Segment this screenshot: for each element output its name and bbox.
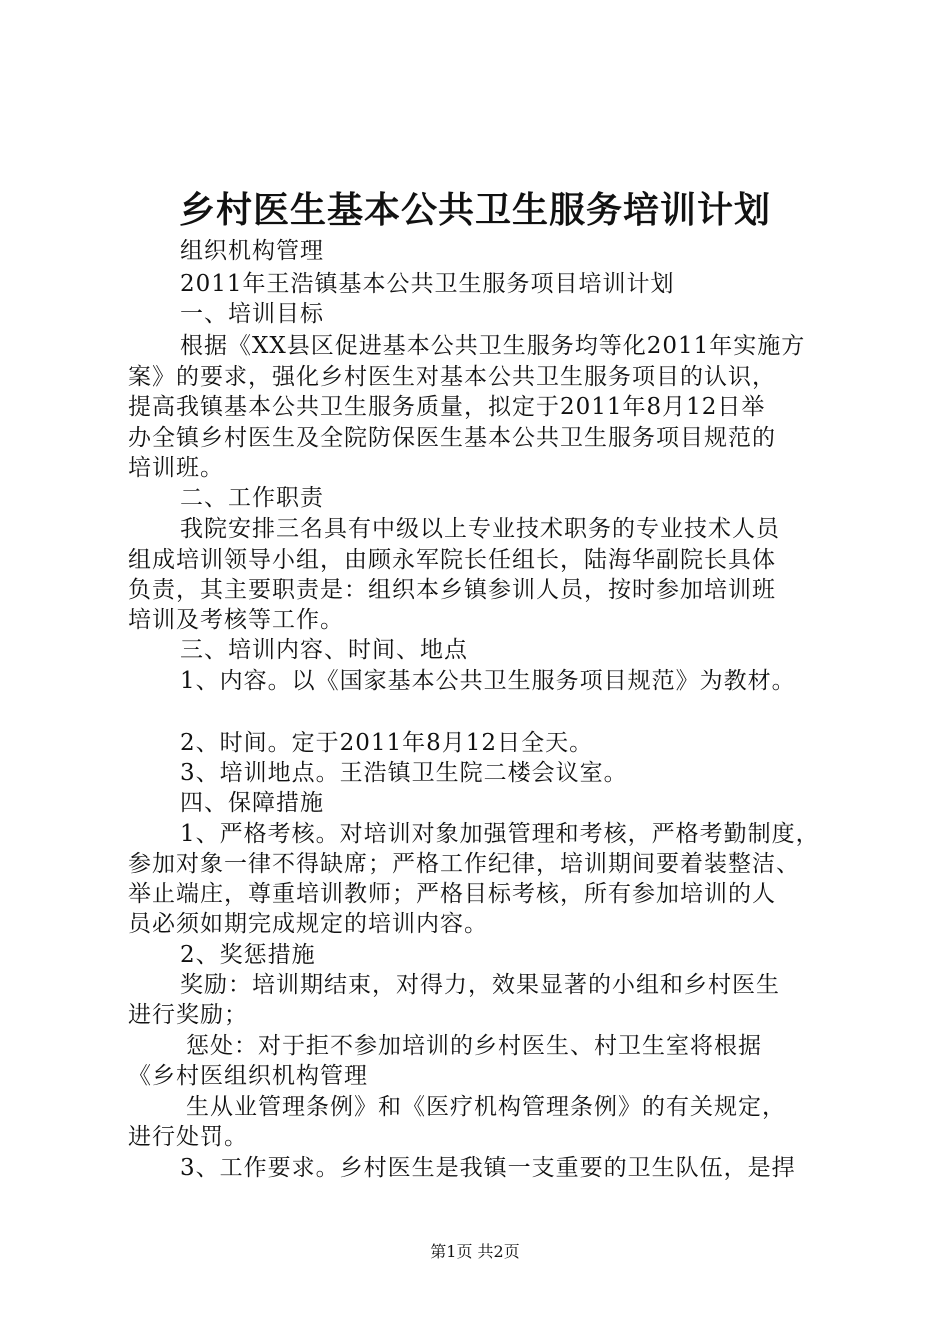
body-line: 提高我镇基本公共卫生服务质量，拟定于2011年8月12日举	[128, 394, 766, 420]
body-line: 举止端庄，尊重培训教师；严格目标考核，所有参加培训的人	[128, 881, 776, 907]
body-line: 2011年王浩镇基本公共卫生服务项目培训计划	[180, 271, 675, 297]
document-title: 乡村医生基本公共卫生服务培训计划	[178, 189, 771, 231]
body-line: 2、时间。定于2011年8月12日全天。	[180, 730, 594, 756]
body-line: 案》的要求，强化乡村医生对基本公共卫生服务项目的认识，	[128, 364, 776, 390]
body-line: 奖励：培训期结束，对得力，效果显著的小组和乡村医生	[180, 972, 780, 998]
body-line: 3、培训地点。王浩镇卫生院二楼会议室。	[180, 760, 628, 786]
body-line: 培训班。	[128, 455, 224, 481]
body-line: 一、培训目标	[180, 301, 324, 327]
body-line: 生从业管理条例》和《医疗机构管理条例》的有关规定，	[186, 1094, 786, 1120]
body-line: 负责，其主要职责是：组织本乡镇参训人员，按时参加培训班	[128, 577, 776, 603]
body-line: 我院安排三名具有中级以上专业技术职务的专业技术人员	[180, 516, 780, 542]
body-line: 3、工作要求。乡村医生是我镇一支重要的卫生队伍，是捍	[180, 1155, 796, 1181]
body-line: 惩处：对于拒不参加培训的乡村医生、村卫生室将根据	[186, 1033, 762, 1059]
body-line: 培训及考核等工作。	[128, 607, 344, 633]
page-footer: 第1页 共2页	[430, 1242, 520, 1261]
body-line: 1、严格考核。对培训对象加强管理和考核，严格考勤制度，	[180, 821, 820, 847]
body-line: 进行处罚。	[128, 1124, 248, 1150]
body-line: 《乡村医组织机构管理	[128, 1063, 368, 1089]
body-line: 二、工作职责	[180, 485, 324, 511]
body-line: 参加对象一律不得缺席；严格工作纪律，培训期间要着装整洁、	[128, 851, 800, 877]
body-line: 根据《XX县区促进基本公共卫生服务均等化2011年实施方	[180, 333, 806, 359]
body-line: 办全镇乡村医生及全院防保医生基本公共卫生服务项目规范的	[128, 425, 776, 451]
body-line: 三、培训内容、时间、地点	[180, 637, 468, 663]
body-line: 2、奖惩措施	[180, 942, 316, 968]
body-line: 四、保障措施	[180, 790, 324, 816]
body-line: 员必须如期完成规定的培训内容。	[128, 911, 488, 937]
body-line: 进行奖励；	[128, 1002, 248, 1028]
body-line: 组成培训领导小组，由顾永军院长任组长，陆海华副院长具体	[128, 547, 776, 573]
body-line: 组织机构管理	[180, 238, 324, 264]
body-line: 1、内容。以《国家基本公共卫生服务项目规范》为教材。	[180, 668, 796, 694]
